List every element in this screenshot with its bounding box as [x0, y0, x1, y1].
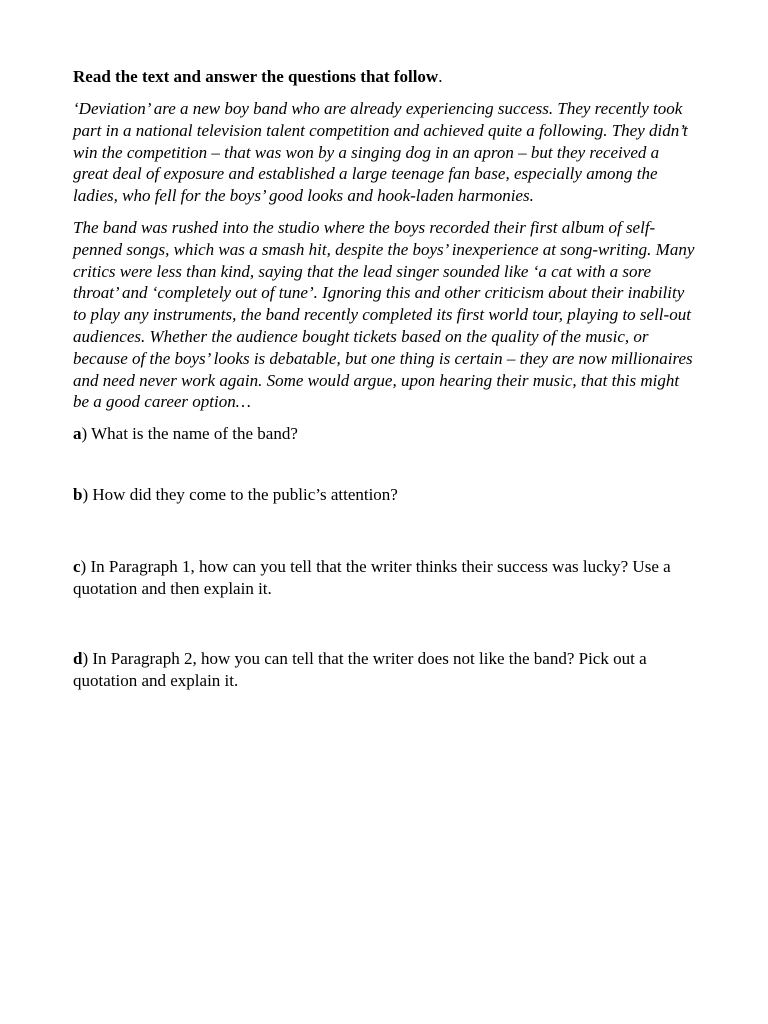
question-a-separator: ) [81, 424, 92, 444]
question-b [73, 484, 695, 506]
question-d-letter: d [73, 649, 83, 669]
instruction-period: . [438, 67, 443, 86]
question-d-text: In Paragraph 2, how you can tell that the writer does not like the band? Pick out a quotation and explain it. [73, 649, 647, 691]
question-c-separator: ) [80, 556, 91, 576]
question-c-text: In Paragraph 1, how can you tell that the writer thinks their success was lucky? Use a quotation and then explain it. [73, 556, 671, 598]
question-c [73, 556, 695, 600]
question-a-text: What is the name of the band? [91, 424, 298, 444]
instruction-heading [73, 66, 713, 88]
question-a-letter: a [73, 424, 82, 444]
question-c-letter: c [73, 556, 81, 576]
question-b-separator: ) [82, 484, 93, 504]
instruction-text: Read the text and answer the questions that follow [73, 67, 439, 86]
question-b-text: How did they come to the public’s attention? [92, 484, 398, 504]
question-b-letter: b [73, 484, 83, 504]
worksheet-page [73, 66, 713, 692]
question-d [73, 648, 695, 692]
question-d-separator: ) [82, 649, 93, 669]
passage-paragraph-2: The band was rushed into the studio where the boys recorded their first album of self-penned songs, which was a smash hit, despite the boys’ inexperience at song-writing. Many critics were less than kind, saying that the lead singer sounded like ‘a cat with a sore throat’ and ‘completely out of tune’. Ignoring this and other criticism about their inability to play any instruments, the band recently completed its first world tour, playing to sell-out audiences. Whether the audience bought tickets based on the quality of the music, or because of the boys’ looks is debatable, but one thing is certain – they are now millionaires and need never work again. Some would argue, upon hearing their music, that this might be a good career option… [73, 217, 695, 412]
passage-paragraph-1: ‘Deviation’ are a new boy band who are already experiencing success. They recently took part in a national television talent competition and achieved quite a following. They didn’t win the competition – that was won by a singing dog in an apron – but they received a great deal of exposure and established a large teenage fan base, especially among the ladies, who fell for the boys’ good looks and hook-laden harmonies. [73, 99, 688, 206]
question-a [73, 423, 695, 445]
